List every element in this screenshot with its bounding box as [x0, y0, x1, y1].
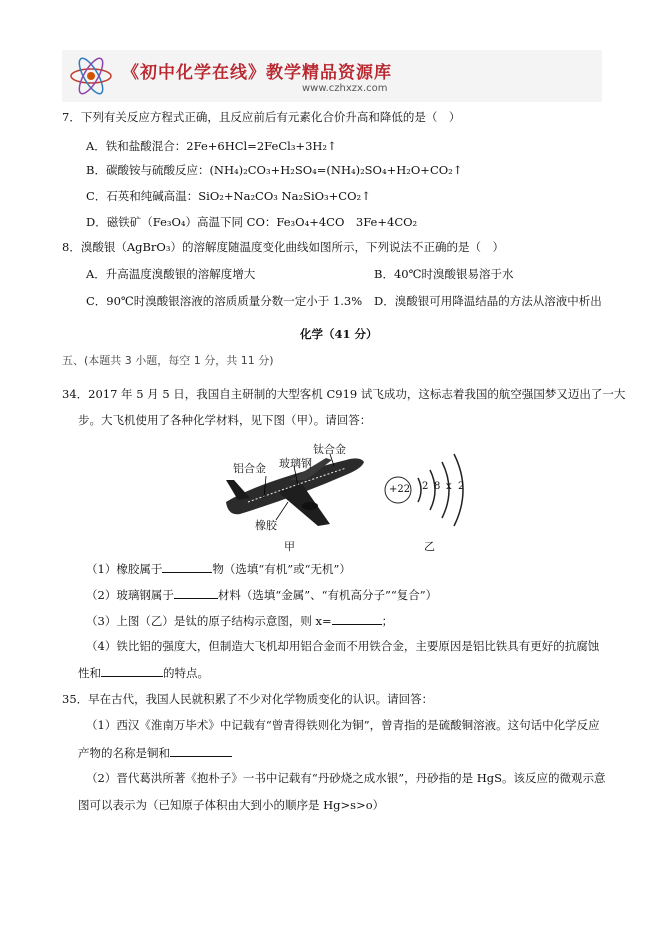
q8-option-a: A．升高温度溴酸银的溶解度增大 [86, 267, 256, 281]
q7-option-a: A．铁和盐酸混合：2Fe+6HCl=2FeCl₃+3H₂↑ [86, 139, 337, 153]
q35-sub2-line2: 图可以表示为（已知原子体积由大到小的顺序是 Hg>s>o） [78, 798, 385, 812]
q34-sub3: （3）上图（乙）是钛的原子结构示意图，则 x= ； [86, 614, 394, 628]
caption-yi: 乙 [424, 540, 435, 553]
header-banner [62, 50, 602, 102]
label-ti-alloy: 钛合金 [313, 443, 346, 456]
q35-sub1-line1: （1）西汉《淮南万毕术》中记载有“曾青得铁则化为铜”，曾青指的是硫酸铜溶液。这句话中化学反应 [86, 718, 600, 732]
answer-blank-2 [174, 587, 218, 599]
atom-shell-4: 2 [458, 481, 465, 492]
q35-sub2-line1: （2）晋代葛洪所著《抱朴子》一书中记载有“丹砂烧之成水银”，丹砂指的是 HgS。该反应的微观示意 [86, 771, 606, 785]
label-al-alloy: 铝合金 [233, 462, 266, 475]
banner-title: 《初中化学在线》教学精品资源库 [122, 63, 392, 83]
q34-sub1: （1）橡胶属于 物（选填“有机”或“无机”） [86, 562, 351, 576]
q34-stem-line2: 步。大飞机使用了各种化学材料，见下图（甲）。请回答： [78, 413, 372, 427]
q34-stem-line1: 34．2017 年 5 月 5 日，我国自主研制的大型客机 C919 试飞成功，这标志着我国的航空强国梦又迈出了一大 [62, 387, 626, 401]
section-title: 化学（41 分） [300, 327, 378, 341]
atom-shell-1: 2 [422, 481, 429, 492]
q34-sub4-line1: （4）铁比铝的强度大，但制造大飞机却用铝合金而不用铁合金，主要原因是铝比铁具有更好的抗腐蚀 [86, 639, 600, 653]
atom-logo-icon [68, 54, 114, 98]
atom-nucleus-charge: +22 [389, 484, 411, 495]
q8-option-b: B．40℃时溴酸银易溶于水 [374, 267, 514, 281]
q35-stem: 35．早在古代，我国人民就积累了不少对化学物质变化的认识。请回答： [62, 692, 434, 706]
section-five-heading: 五、(本题共 3 小题，每空 1 分，共 11 分) [62, 354, 274, 367]
answer-blank-1 [162, 561, 212, 573]
q8-option-c: C．90℃时溴酸银溶液的溶质质量分数一定小于 1.3% [86, 294, 363, 308]
label-rubber: 橡胶 [255, 519, 277, 532]
label-glass-steel: 玻璃钢 [279, 457, 312, 470]
q8-stem: 8．溴酸银（AgBrO₃）的溶解度随温度变化曲线如图所示，下列说法不正确的是（ ） [62, 240, 504, 254]
answer-blank-5 [170, 745, 232, 757]
q7-option-b: B．碳酸铵与硫酸反应：(NH₄)₂CO₃+H₂SO₄=(NH₄)₂SO₄+H₂O+CO₂↑ [86, 163, 463, 177]
answer-blank-3 [332, 613, 382, 625]
atom-shell-2: 8 [434, 481, 441, 492]
q35-sub1-line2: 产物的名称是铜和 [78, 745, 232, 760]
q34-sub2: （2）玻璃钢属于 材料（选填“金属”、“有机高分子”“复合”） [86, 588, 438, 602]
atom-shell-3: x [446, 481, 452, 492]
caption-jia: 甲 [284, 540, 295, 553]
q7-stem: 7．下列有关反应方程式正确，且反应前后有元素化合价升高和降低的是（ ） [62, 110, 461, 124]
banner-url: www.czhxzx.com [302, 83, 388, 94]
q7-option-c: C．石英和纯碱高温：SiO₂+Na₂CO₃ Na₂SiO₃+CO₂↑ [86, 189, 371, 203]
answer-blank-4 [101, 665, 163, 677]
q8-option-d: D．溴酸银可用降温结晶的方法从溶液中析出 [374, 294, 602, 308]
q7-option-d: D．磁铁矿（Fe₃O₄）高温下同 CO：Fe₃O₄+4CO 3Fe+4CO₂ [86, 215, 418, 229]
q34-sub4-line2: 性和 的特点。 [78, 666, 209, 680]
